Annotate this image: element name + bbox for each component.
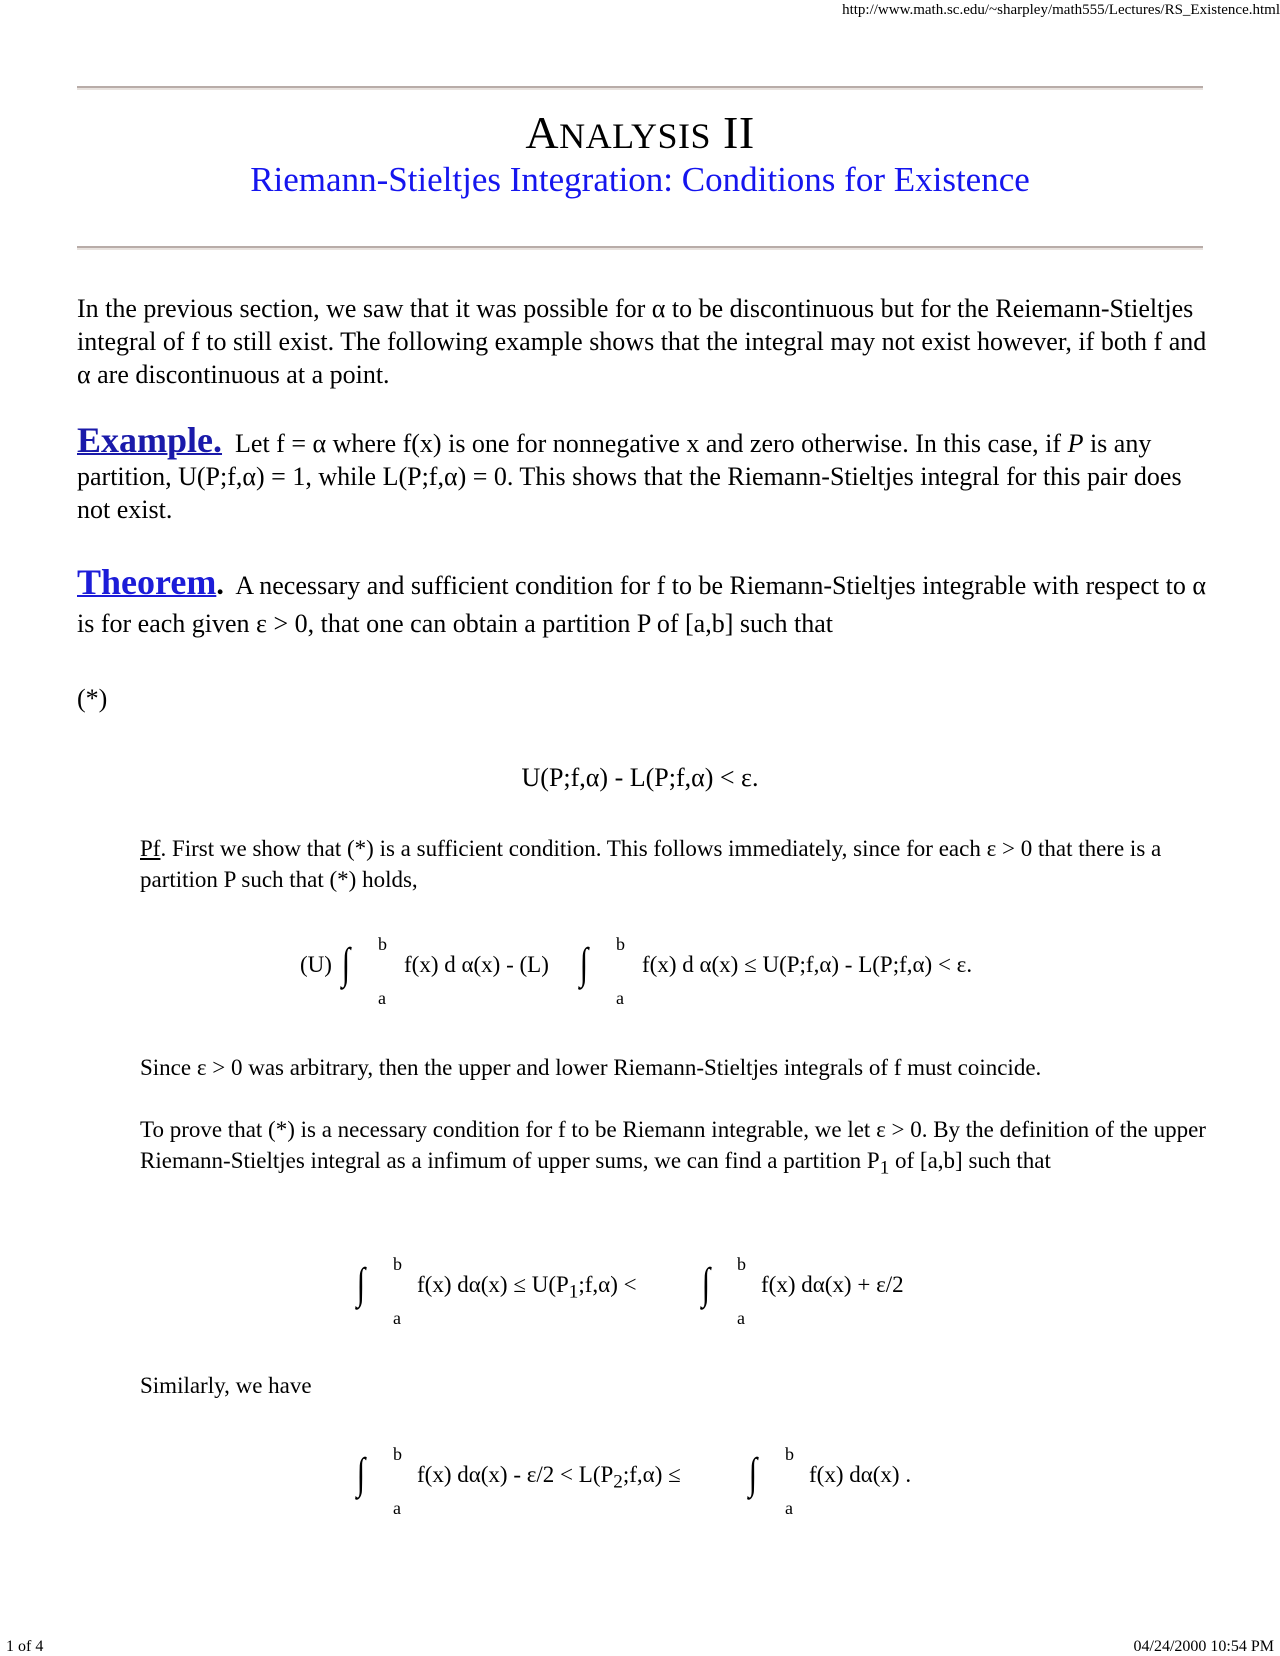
star-equation: U(P;f,α) - L(P;f,α) < ε. [521, 763, 759, 792]
eq1-int2-upper: b [616, 934, 625, 954]
example-var-p: P [1067, 429, 1084, 458]
example-label: Example. [77, 420, 223, 460]
example-text-a: Let f = α where f(x) is one for nonnegative x and zero otherwise. In this case, if [235, 429, 1068, 458]
eq3-left: f(x) $d\alpha(x) - \varepsilon/2 < L(P_2;f,\alpha)$ ≤ [417, 1462, 681, 1493]
eq2-int1-upper: b [393, 1254, 402, 1274]
intro-text: In the previous section, we saw that it was possible for α to be discontinuous but for the Reiemann-Stieltjes integral of f to still exist. The following example shows that the integral may not exist however, if both f and α are discontinuous at a point. [77, 294, 1207, 389]
eq3-int1-lower: a [393, 1498, 401, 1518]
title-rest: NALYSIS [559, 116, 711, 156]
title-initial: A [525, 107, 560, 158]
top-divider [77, 86, 1203, 90]
similarly-text: Similarly, we have [140, 1373, 312, 1398]
eq3-right: f(x) dα(x) . [809, 1462, 912, 1487]
example-text-b: is any partition, U(P;f,α) = 1, while L(P;f,α) = 0. This shows that the Riemann-Stieltjes integral for this pair does not exist. [77, 429, 1182, 524]
eq2-int2-lower: a [737, 1308, 745, 1328]
theorem-text: A necessary and sufficient condition for f to be Riemann-Stieltjes integrable with respect to α is for each given ε > 0, that one can obtain a partition P of [a,b] such that [77, 571, 1206, 638]
page-url: http://www.math.sc.edu/~sharpley/math555/Lectures/RS_Existence.html [842, 2, 1280, 18]
eq1-int2-lower: a [616, 988, 624, 1008]
eq1-int1-lower: a [378, 988, 386, 1008]
eq1-int1-upper: b [378, 934, 387, 954]
bottom-divider [77, 246, 1203, 250]
necessary-paragraph [140, 1114, 1210, 1184]
eq1-integral-1: ∫ [341, 939, 351, 988]
eq3-int2-lower: a [785, 1498, 793, 1518]
eq3-int1-upper: b [393, 1444, 402, 1464]
proof-intro [140, 833, 1210, 895]
eq1-term2: f(x) d α(x) ≤ U(P;f,α) - L(P;f,α) < ε. [642, 952, 973, 977]
star-marker: (*) [77, 684, 108, 713]
equation-3 [355, 1440, 1055, 1520]
title-numeral: II [723, 107, 755, 158]
eq1-integral-2: ∫ [579, 939, 589, 988]
since-text: Since ε > 0 was arbitrary, then the upper and lower Riemann-Stieltjes integrals of f must coincide. [140, 1055, 1042, 1080]
eq1-term1: f(x) d α(x) - (L) [404, 952, 549, 977]
page-counter: 1 of 4 [6, 1638, 44, 1655]
theorem-label: Theorem [77, 562, 217, 602]
theorem-paragraph [77, 563, 1207, 643]
eq2-right: f(x) dα(x) + ε/2 [761, 1272, 904, 1297]
eq2-int2-upper: b [737, 1254, 746, 1274]
page-subtitle: Riemann-Stieltjes Integration: Conditions for Existence [250, 160, 1030, 199]
eq3-int2-upper: b [785, 1444, 794, 1464]
equation-1 [300, 930, 1100, 1010]
pf-text: . First we show that (*) is a sufficient condition. This follows immediately, since for each ε > 0 that there is a partition P such that (*) holds, [140, 836, 1162, 892]
eq3-integral-2: ∫ [748, 1449, 758, 1498]
eq1-upper-label: (U) [300, 952, 332, 977]
since-paragraph [140, 1052, 1210, 1083]
eq2-sub: 1 [568, 1281, 579, 1303]
example-paragraph [77, 420, 1207, 526]
necessary-text-b: of [a,b] such that [889, 1148, 1051, 1173]
necessary-text-a: To prove that (*) is a necessary condition for f to be Riemann integrable, we let ε > 0. By the definition of the upper Riemann-Stieltjes integral as a infimum of upper sums, we can find a partition P [140, 1117, 1206, 1173]
eq2-left: f(x) $d\alpha(x) \le U(P_1;f,\alpha)$ < [417, 1272, 637, 1303]
eq3-integral-1: ∫ [356, 1449, 366, 1498]
necessary-sub: 1 [879, 1157, 890, 1179]
print-timestamp: 04/24/2000 10:54 PM [1133, 1638, 1274, 1655]
eq2-integral-1: ∫ [356, 1259, 366, 1308]
pf-label: Pf [140, 836, 161, 861]
page-title [0, 106, 1280, 159]
intro-paragraph [77, 292, 1207, 391]
equation-2 [355, 1250, 1055, 1330]
eq3-sub: 2 [613, 1471, 623, 1493]
theorem-period: . [216, 568, 224, 601]
eq2-int1-lower: a [393, 1308, 401, 1328]
eq2-integral-2: ∫ [701, 1259, 711, 1308]
similarly-paragraph [140, 1370, 1210, 1401]
